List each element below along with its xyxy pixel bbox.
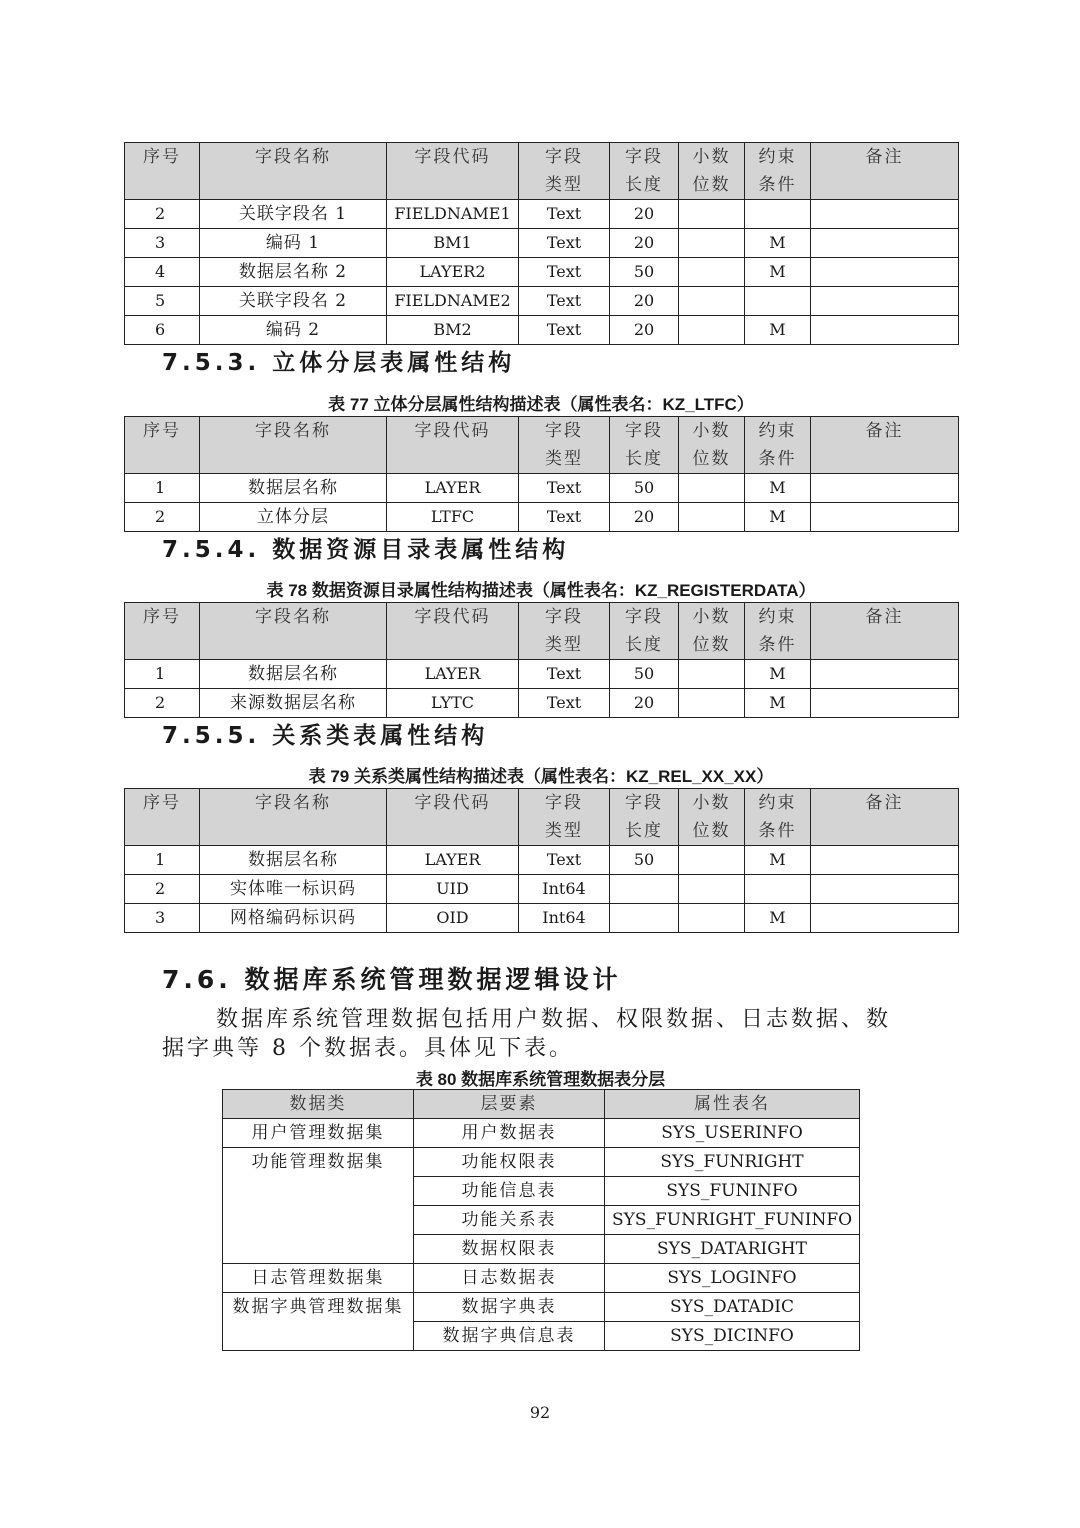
table-row (125, 689, 959, 718)
column-header-line: 字段 (625, 793, 663, 813)
column-header (745, 417, 811, 474)
field-table-78 (124, 602, 959, 718)
table-row (125, 503, 959, 532)
column-header (200, 417, 387, 474)
system-data-table-80 (222, 1089, 860, 1351)
column-header (745, 789, 811, 846)
column-header (125, 789, 200, 846)
table-caption-80: 表 80 数据库系统管理数据表分层 (415, 1070, 666, 1089)
cell-note (811, 287, 959, 316)
table-caption-78: 表 78 数据资源目录属性结构描述表（属性表名：KZ_REGISTERDATA） (266, 581, 816, 600)
column-header-line: 类型 (545, 175, 583, 195)
cell-table-name: SYS_DATARIGHT (605, 1235, 860, 1264)
column-header (745, 603, 811, 660)
cell-code: LYTC (387, 689, 519, 718)
cell-code: LAYER (387, 474, 519, 503)
cell-code: BM2 (387, 316, 519, 345)
column-header (679, 143, 745, 200)
column-header-line: 字段名称 (255, 147, 331, 167)
column-header: 数据类 (223, 1090, 414, 1119)
column-header-line: 字段名称 (255, 421, 331, 441)
cell-type: Int64 (519, 875, 610, 904)
header-row (125, 789, 959, 846)
cell-no: 2 (125, 200, 200, 229)
cell-dec (679, 287, 745, 316)
cell-table-name: SYS_USERINFO (605, 1119, 860, 1148)
column-header-line: 字段代码 (414, 793, 491, 813)
table-row (125, 287, 959, 316)
column-header-line: 条件 (758, 175, 797, 195)
cell-name: 数据层名称 (200, 846, 387, 875)
cell-no: 2 (125, 503, 200, 532)
column-header (610, 603, 679, 660)
cell-layer: 数据权限表 (414, 1235, 605, 1264)
column-header-line: 长度 (625, 449, 663, 469)
cell-name: 编码 1 (200, 229, 387, 258)
cell-type: Text (519, 316, 610, 345)
cell-table-name: SYS_DICINFO (605, 1322, 860, 1351)
cell-type: Text (519, 258, 610, 287)
cell-len: 50 (610, 258, 679, 287)
column-header-line: 字段 (545, 421, 583, 441)
cell-no: 3 (125, 229, 200, 258)
column-header-line: 序号 (143, 421, 181, 441)
cell-layer: 数据字典信息表 (414, 1322, 605, 1351)
cell-name: 数据层名称 (200, 474, 387, 503)
cell-no: 1 (125, 474, 200, 503)
cell-note (811, 689, 959, 718)
cell-code: LAYER (387, 846, 519, 875)
column-header (200, 789, 387, 846)
cell-cons: M (745, 689, 811, 718)
column-header-line: 字段代码 (414, 607, 491, 627)
cell-code: LAYER2 (387, 258, 519, 287)
cell-table-name: SYS_DATADIC (605, 1293, 860, 1322)
cell-table-name: SYS_FUNRIGHT_FUNINFO (605, 1206, 860, 1235)
cell-dec (679, 689, 745, 718)
column-header-line: 备注 (865, 421, 904, 441)
column-header-line: 长度 (625, 635, 663, 655)
cell-len: 20 (610, 316, 679, 345)
cell-no: 1 (125, 660, 200, 689)
cell-category: 功能管理数据集 (223, 1148, 414, 1264)
cell-layer: 日志数据表 (414, 1264, 605, 1293)
cell-type: Text (519, 229, 610, 258)
table-row (125, 316, 959, 345)
column-header-line: 字段 (545, 147, 583, 167)
cell-category: 日志管理数据集 (223, 1264, 414, 1293)
column-header (679, 417, 745, 474)
cell-no: 6 (125, 316, 200, 345)
cell-type: Text (519, 474, 610, 503)
cell-name: 来源数据层名称 (200, 689, 387, 718)
table-row (125, 846, 959, 875)
column-header (811, 789, 959, 846)
cell-dec (679, 904, 745, 933)
cell-note (811, 904, 959, 933)
column-header-line: 小数 (692, 147, 731, 167)
table-row (125, 200, 959, 229)
column-header-line: 条件 (758, 821, 797, 841)
cell-note (811, 474, 959, 503)
cell-type: Text (519, 287, 610, 316)
cell-no: 1 (125, 846, 200, 875)
cell-name: 关联字段名 2 (200, 287, 387, 316)
header-row (223, 1090, 860, 1119)
column-header (610, 789, 679, 846)
paragraph-line-1: 数据库系统管理数据包括用户数据、权限数据、日志数据、数 (216, 1007, 892, 1032)
column-header-line: 长度 (625, 175, 663, 195)
cell-no: 5 (125, 287, 200, 316)
column-header-line: 小数 (692, 607, 731, 627)
cell-note (811, 258, 959, 287)
cell-len: 50 (610, 846, 679, 875)
column-header-line: 位数 (692, 449, 731, 469)
cell-category: 数据字典管理数据集 (223, 1293, 414, 1351)
cell-note (811, 846, 959, 875)
cell-cons: M (745, 474, 811, 503)
column-header (387, 417, 519, 474)
column-header (745, 143, 811, 200)
column-header (610, 417, 679, 474)
cell-name: 关联字段名 1 (200, 200, 387, 229)
cell-category: 用户管理数据集 (223, 1119, 414, 1148)
column-header-line: 字段名称 (255, 793, 331, 813)
cell-note (811, 316, 959, 345)
cell-dec (679, 846, 745, 875)
cell-layer: 功能信息表 (414, 1177, 605, 1206)
cell-cons: M (745, 660, 811, 689)
column-header: 属性表名 (605, 1090, 860, 1119)
column-header-line: 约束 (758, 607, 797, 627)
paragraph-line-2: 据字典等 8 个数据表。具体见下表。 (162, 1036, 574, 1061)
cell-code: FIELDNAME1 (387, 200, 519, 229)
cell-code: LAYER (387, 660, 519, 689)
column-header-line: 字段 (625, 607, 663, 627)
column-header-line: 条件 (758, 635, 797, 655)
cell-table-name: SYS_FUNRIGHT (605, 1148, 860, 1177)
column-header (125, 603, 200, 660)
cell-len: 50 (610, 660, 679, 689)
cell-code: UID (387, 875, 519, 904)
cell-table-name: SYS_FUNINFO (605, 1177, 860, 1206)
column-header (811, 417, 959, 474)
table-row (223, 1119, 860, 1148)
column-header-line: 小数 (692, 793, 731, 813)
cell-cons: M (745, 503, 811, 532)
field-table-77 (124, 416, 959, 532)
cell-cons: M (745, 904, 811, 933)
cell-type: Text (519, 200, 610, 229)
cell-len: 20 (610, 229, 679, 258)
cell-cons: M (745, 846, 811, 875)
cell-cons: M (745, 316, 811, 345)
cell-len (610, 875, 679, 904)
table-row (223, 1293, 860, 1322)
cell-no: 3 (125, 904, 200, 933)
column-header-line: 字段 (545, 607, 583, 627)
page-number: 92 (529, 1403, 551, 1422)
table-row (125, 474, 959, 503)
column-header-line: 序号 (143, 607, 181, 627)
column-header-line: 约束 (758, 147, 797, 167)
column-header-line: 字段名称 (255, 607, 331, 627)
cell-len: 20 (610, 503, 679, 532)
column-header-line: 序号 (143, 147, 181, 167)
cell-name: 数据层名称 (200, 660, 387, 689)
column-header (387, 143, 519, 200)
cell-len (610, 904, 679, 933)
column-header-line: 位数 (692, 175, 731, 195)
column-header (519, 143, 610, 200)
cell-layer: 用户数据表 (414, 1119, 605, 1148)
column-header (519, 789, 610, 846)
cell-len: 50 (610, 474, 679, 503)
column-header-line: 字段代码 (414, 421, 491, 441)
section-heading-7-5-3: 7.5.3. 立体分层表属性结构 (162, 350, 516, 376)
header-row (125, 143, 959, 200)
cell-name: 编码 2 (200, 316, 387, 345)
column-header (811, 603, 959, 660)
table-row (125, 229, 959, 258)
cell-type: Text (519, 660, 610, 689)
column-header-line: 字段代码 (414, 147, 491, 167)
cell-cons: M (745, 229, 811, 258)
cell-note (811, 503, 959, 532)
column-header (387, 603, 519, 660)
column-header-line: 备注 (865, 793, 904, 813)
column-header-line: 字段 (625, 147, 663, 167)
cell-dec (679, 316, 745, 345)
cell-type: Int64 (519, 904, 610, 933)
column-header-line: 约束 (758, 793, 797, 813)
column-header (200, 603, 387, 660)
cell-note (811, 660, 959, 689)
cell-no: 4 (125, 258, 200, 287)
cell-code: FIELDNAME2 (387, 287, 519, 316)
table-row (125, 660, 959, 689)
column-header (519, 417, 610, 474)
cell-name: 实体唯一标识码 (200, 875, 387, 904)
cell-name: 数据层名称 2 (200, 258, 387, 287)
cell-code: LTFC (387, 503, 519, 532)
cell-note (811, 229, 959, 258)
column-header (125, 417, 200, 474)
column-header-line: 字段 (545, 793, 583, 813)
column-header-line: 备注 (865, 147, 904, 167)
column-header (200, 143, 387, 200)
column-header-line: 条件 (758, 449, 797, 469)
cell-cons (745, 287, 811, 316)
cell-layer: 数据字典表 (414, 1293, 605, 1322)
cell-dec (679, 200, 745, 229)
cell-layer: 功能权限表 (414, 1148, 605, 1177)
table-caption-79: 表 79 关系类属性结构描述表（属性表名：KZ_REL_XX_XX） (308, 767, 774, 786)
column-header (610, 143, 679, 200)
header-row (125, 417, 959, 474)
cell-note (811, 875, 959, 904)
cell-cons: M (745, 258, 811, 287)
cell-table-name: SYS_LOGINFO (605, 1264, 860, 1293)
column-header-line: 序号 (143, 793, 181, 813)
column-header-line: 类型 (545, 449, 583, 469)
cell-type: Text (519, 846, 610, 875)
column-header (679, 603, 745, 660)
section-heading-7-6: 7.6. 数据库系统管理数据逻辑设计 (162, 965, 622, 994)
cell-note (811, 200, 959, 229)
cell-type: Text (519, 503, 610, 532)
table-caption-77: 表 77 立体分层属性结构描述表（属性表名：KZ_LTFC） (328, 395, 754, 414)
column-header-line: 字段 (625, 421, 663, 441)
cell-type: Text (519, 689, 610, 718)
cell-dec (679, 875, 745, 904)
cell-no: 2 (125, 875, 200, 904)
column-header-line: 类型 (545, 635, 583, 655)
column-header-line: 位数 (692, 635, 731, 655)
column-header: 层要素 (414, 1090, 605, 1119)
cell-len: 20 (610, 287, 679, 316)
column-header (519, 603, 610, 660)
cell-cons (745, 200, 811, 229)
column-header-line: 约束 (758, 421, 797, 441)
cell-len: 20 (610, 689, 679, 718)
cell-dec (679, 503, 745, 532)
field-table-continued (124, 142, 959, 345)
column-header (679, 789, 745, 846)
cell-cons (745, 875, 811, 904)
column-header (811, 143, 959, 200)
cell-name: 网格编码标识码 (200, 904, 387, 933)
table-row (223, 1148, 860, 1177)
table-row (125, 904, 959, 933)
section-heading-7-5-4: 7.5.4. 数据资源目录表属性结构 (162, 537, 570, 563)
cell-dec (679, 474, 745, 503)
cell-dec (679, 229, 745, 258)
column-header-line: 类型 (545, 821, 583, 841)
column-header (125, 143, 200, 200)
cell-len: 20 (610, 200, 679, 229)
cell-no: 2 (125, 689, 200, 718)
column-header-line: 位数 (692, 821, 731, 841)
cell-dec (679, 258, 745, 287)
column-header-line: 长度 (625, 821, 663, 841)
table-row (125, 258, 959, 287)
column-header (387, 789, 519, 846)
column-header-line: 备注 (865, 607, 904, 627)
cell-code: OID (387, 904, 519, 933)
field-table-79 (124, 788, 959, 933)
table-row (223, 1264, 860, 1293)
table-row (125, 875, 959, 904)
section-heading-7-5-5: 7.5.5. 关系类表属性结构 (162, 723, 489, 749)
cell-code: BM1 (387, 229, 519, 258)
cell-name: 立体分层 (200, 503, 387, 532)
cell-dec (679, 660, 745, 689)
header-row (125, 603, 959, 660)
cell-layer: 功能关系表 (414, 1206, 605, 1235)
column-header-line: 小数 (692, 421, 731, 441)
